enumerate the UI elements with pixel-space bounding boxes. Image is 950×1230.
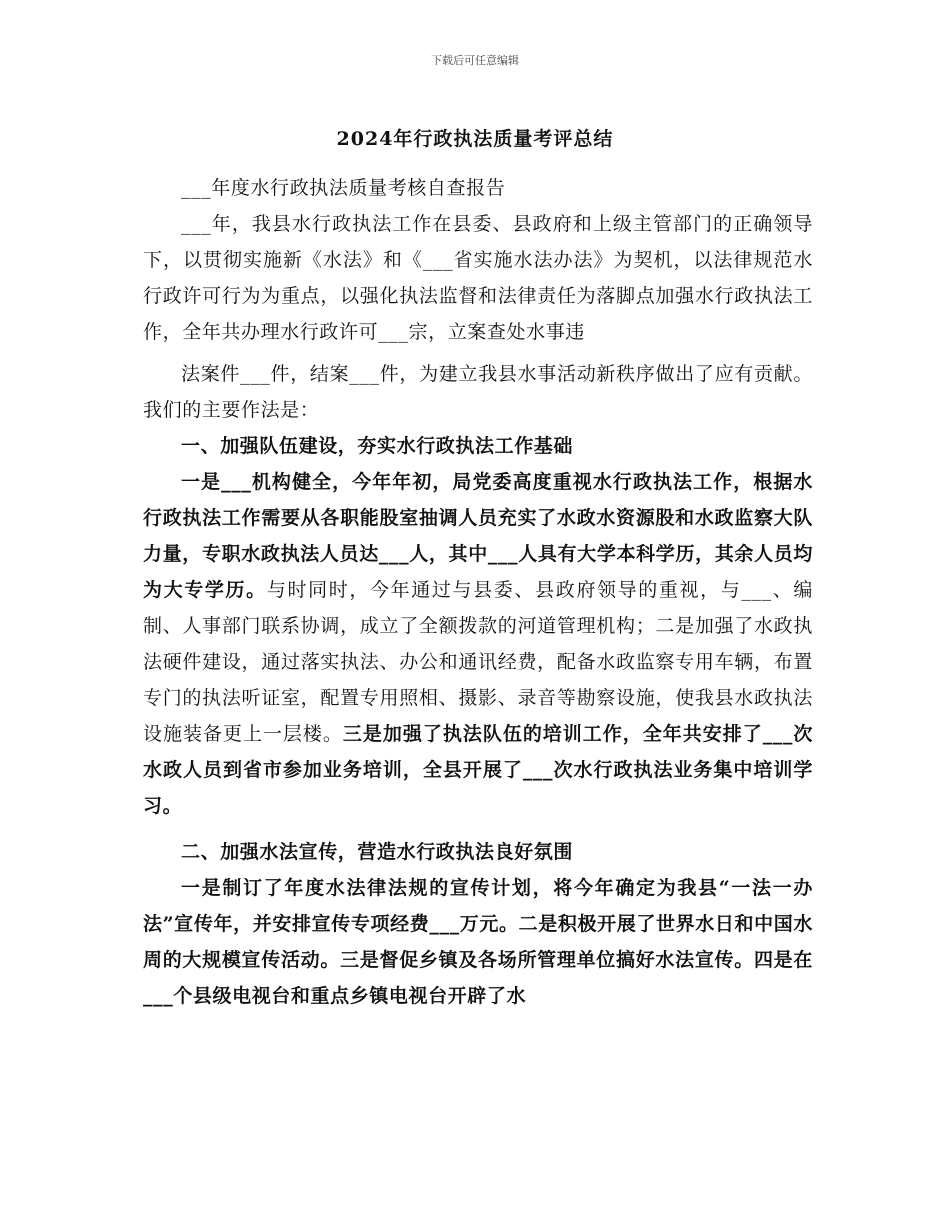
paragraph-intro-continued: 法案件___件，结案___件，为建立我县水事活动新秩序做出了应有贡献。我们的主要作法是： bbox=[143, 363, 813, 421]
document-body bbox=[143, 170, 813, 1014]
paragraph-intro: ___年，我县水行政执法工作在县委、县政府和上级主管部门的正确领导下，以贯彻实施新《水法》和《___省实施水法办法》为契机，以法律规范水行政许可行为为重点，以强化执法监督和法律责任为落脚点加强水行政执法工作，全年共办理水行政许可___宗，立案查处水事违 bbox=[143, 213, 813, 343]
paragraph-team-building-bold-2: 三是加强了执法队伍的培训工作，全年共安排了___次水政人员到省市参加业务培训，全县开展了___次水行政执法业务集中培训学习。 bbox=[143, 723, 813, 817]
document-title: 2024年行政执法质量考评总结 bbox=[336, 128, 614, 150]
paragraph-team-building bbox=[143, 464, 813, 824]
paragraph-publicity: 一是制订了年度水法律法规的宣传计划，将今年确定为我县“一法一办法”宣传年，并安排宣传专项经费___万元。二是积极开展了世界水日和中国水周的大规模宣传活动。三是督促乡镇及各场所管理单位搞好水法宣传。四是在___个县级电视台和重点乡镇电视台开辟了水 bbox=[143, 877, 813, 1007]
page-header: 下载后可任意编辑 bbox=[431, 54, 519, 67]
section-heading-2: 二、加强水法宣传，营造水行政执法良好氛围 bbox=[181, 841, 574, 863]
report-subtitle: ___年度水行政执法质量考核自查报告 bbox=[181, 177, 506, 199]
section-heading-1: 一、加强队伍建设，夯实水行政执法工作基础 bbox=[181, 435, 574, 457]
paragraph-team-building-normal: 与时同时，今年通过与县委、县政府领导的重视，与___、编制、人事部门联系协调，成立了全额拨款的河道管理机构；二是加强了水政执法硬件建设，通过落实执法、办公和通讯经费，配备水政监察专用车辆，布置专门的执法听证室，配置专用照相、摄影、录音等勘察设施，使我县水政执法设施装备更上一层楼。 bbox=[143, 579, 813, 745]
paragraph-team-building-bold: 一是___机构健全，今年年初，局党委高度重视水行政执法工作，根据水行政执法工作需要从各职能股室抽调人员充实了水政水资源股和水政监察大队力量，专职水政执法人员达___人，其中___人具有大学本科学历，其余人员均为大专学历。 bbox=[143, 471, 813, 601]
